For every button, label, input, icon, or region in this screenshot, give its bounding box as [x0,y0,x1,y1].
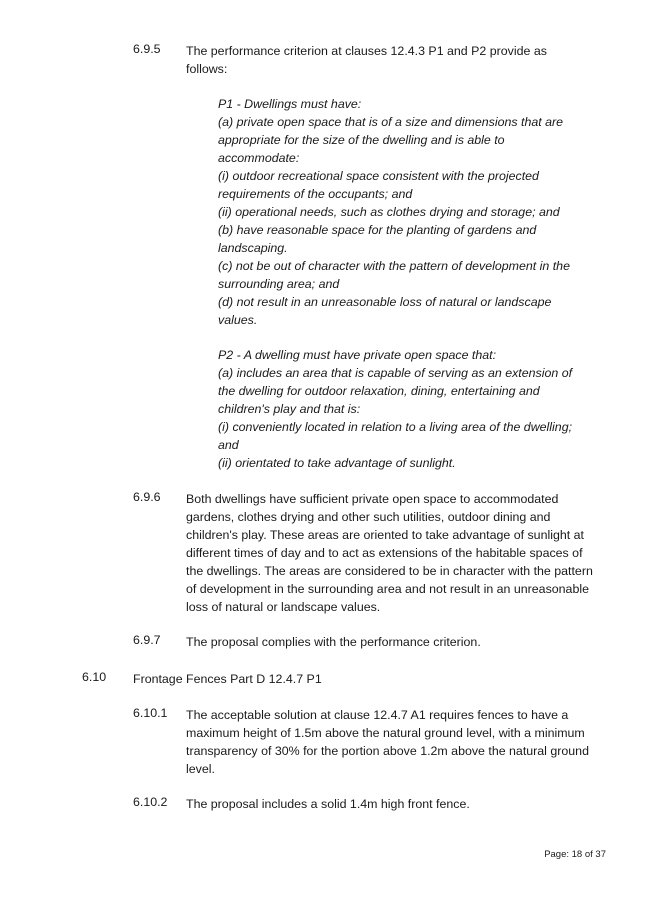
quote-line: (b) have reasonable space for the planting of gardens and [218,223,537,237]
section-number-6-9-6: 6.9.6 [133,490,161,504]
quote-line: (ii) orientated to take advantage of sunlight. [218,456,456,470]
quote-p1 [218,95,608,329]
quote-line: P1 - Dwellings must have: [218,97,362,111]
quote-line: children's play and that is: [218,402,361,416]
quote-line: (a) includes an area that is capable of serving as an extension of [218,366,573,380]
section-text-6-9-5: The performance criterion at clauses 12.4.3 P1 and P2 provide as follows: [186,44,547,76]
section-number-6-9-5: 6.9.5 [133,42,161,56]
page-number: Page: 18 of 37 [544,849,606,860]
quote-line: (d) not result in an unreasonable loss of natural or landscape [218,295,552,309]
section-number-6-10: 6.10 [82,670,107,684]
section-text-6-10-2: The proposal includes a solid 1.4m high front fence. [186,797,470,811]
quote-p2 [218,346,608,472]
quote-line: requirements of the occupants; and [218,187,413,201]
section-text-6-10-1: The acceptable solution at clause 12.4.7 A1 requires fences to have a maximum height of 1.5m above the natural ground level, with a minimum transparency of 30% for the portion above 1.2m above the natural ground level. [186,708,589,776]
quote-line: the dwelling for outdoor relaxation, dining, entertaining and [218,384,540,398]
quote-line: and [218,438,239,452]
section-number-6-10-1: 6.10.1 [133,706,168,720]
quote-line: (i) outdoor recreational space consistent with the projected [218,169,539,183]
quote-line: accommodate: [218,151,300,165]
section-text-6-9-6: Both dwellings have sufficient private open space to accommodated gardens, clothes drying and other such utilities, outdoor dining and children's play. These areas are oriented to take advantage of sunlight at different times of day and to act as extensions of the habitable spaces of the dwellings. The areas are considered to be in character with the pattern of development in the surrounding area and not result in an unreasonable loss of natural or landscape values. [186,492,593,614]
section-text-6-9-7: The proposal complies with the performance criterion. [186,635,481,649]
quote-line: appropriate for the size of the dwelling and is able to [218,133,505,147]
quote-line: P2 - A dwelling must have private open space that: [218,348,497,362]
section-number-6-9-7: 6.9.7 [133,633,161,647]
quote-line: values. [218,313,258,327]
quote-line: landscaping. [218,241,288,255]
quote-line: (ii) operational needs, such as clothes drying and storage; and [218,205,560,219]
section-heading-6-10: Frontage Fences Part D 12.4.7 P1 [133,672,322,686]
quote-line: (i) conveniently located in relation to a living area of the dwelling; [218,420,573,434]
quote-line: (a) private open space that is of a size and dimensions that are [218,115,564,129]
section-number-6-10-2: 6.10.2 [133,795,168,809]
quote-line: surrounding area; and [218,277,340,291]
quote-line: (c) not be out of character with the pattern of development in the [218,259,570,273]
